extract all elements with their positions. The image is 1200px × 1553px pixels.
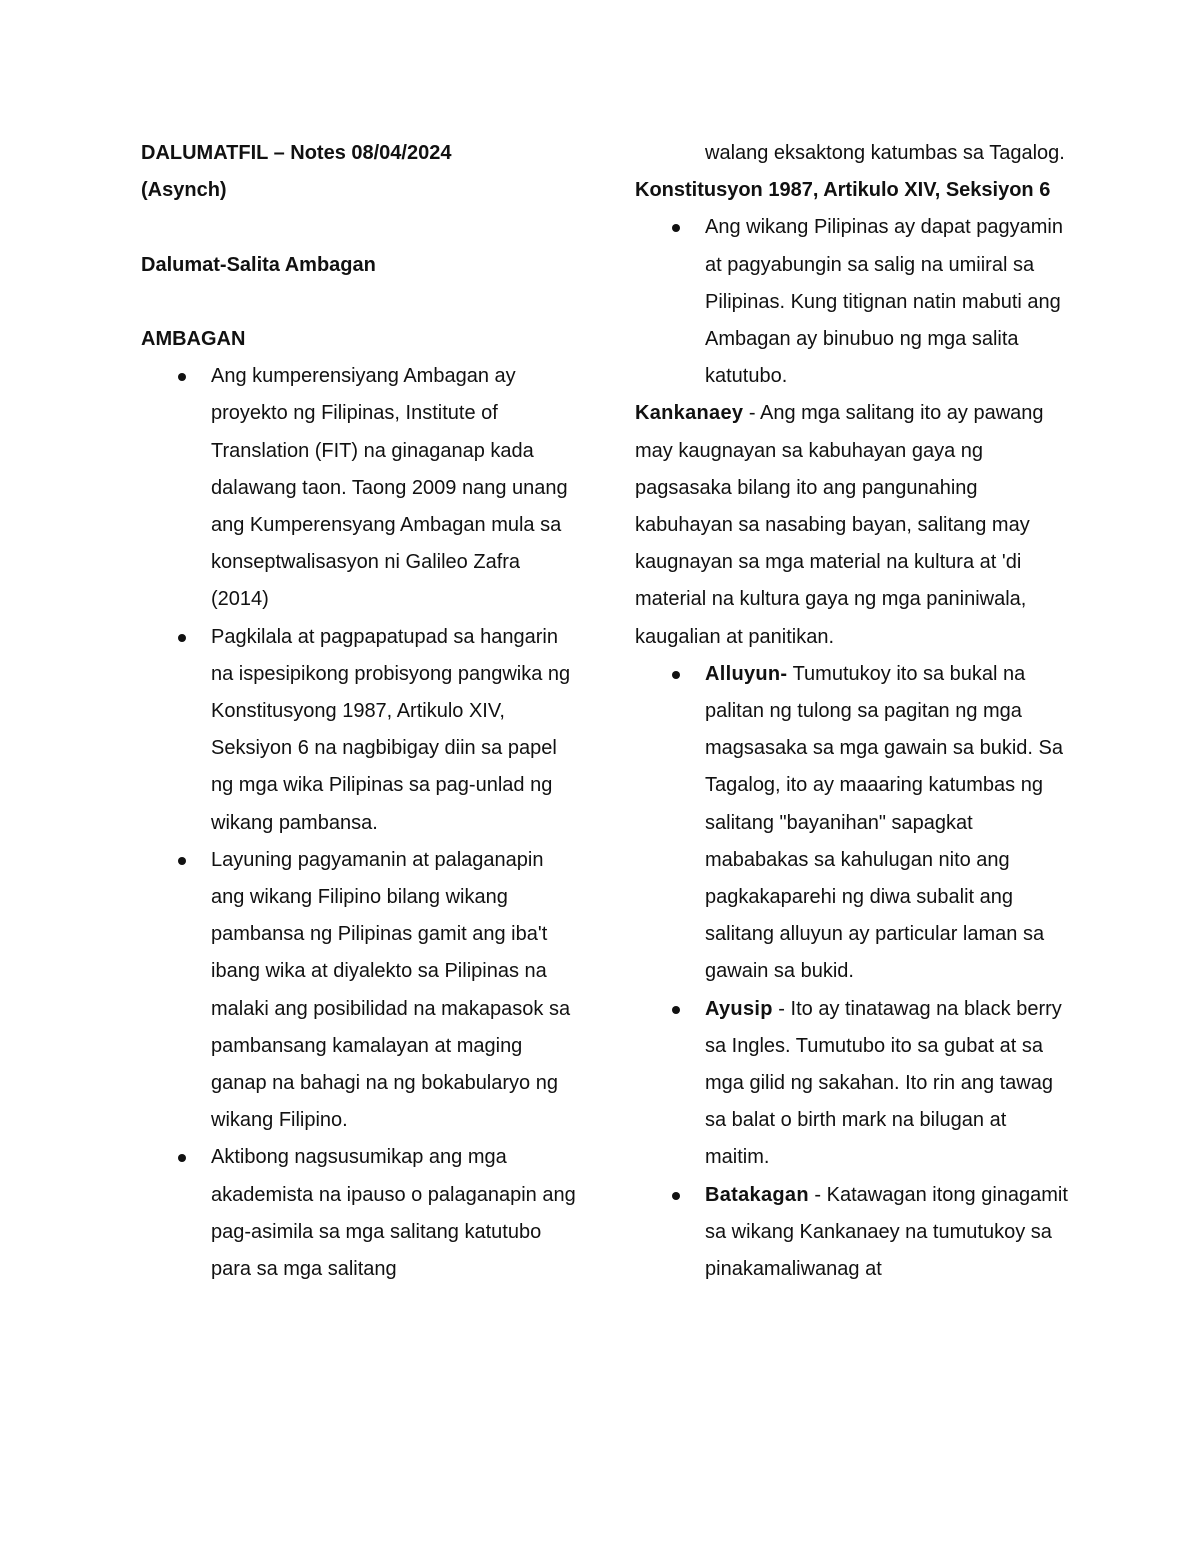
document-subtitle: (Asynch) — [141, 179, 227, 202]
list-item — [635, 656, 1075, 991]
list-item — [141, 358, 581, 618]
term-label: Batakagan — [705, 1183, 809, 1206]
list-item — [635, 991, 1075, 1177]
term-definition: - Ito ay tinatawag na black berry sa Ingles. Tumutubo ito sa gubat at sa mga gilid ng sakahan. Ito rin ang tawag sa balat o birth mark na bilugan at maitim. — [705, 997, 1062, 1169]
list-item-text: Ang wikang Pilipinas ay dapat pagyamin at pagyabungin sa salig na umiiral sa Pilipinas. Kung titignan natin mabuti ang Ambagan ay binubuo ng mga salita katutubo. — [705, 216, 1063, 388]
list-item — [635, 1177, 1075, 1289]
bullet-icon — [178, 634, 186, 642]
list-item-text: Layuning pagyamanin at palaganapin ang wikang Filipino bilang wikang pambansa ng Pilipinas gamit ang iba't ibang wika at diyalekto sa Pilipinas na malaki ang posibilidad na makapasok sa pambansang kamalayan at maging ganap na bahagi na ng bokabularyo ng wikang Filipino. — [211, 848, 571, 1132]
ambagan-heading: AMBAGAN — [141, 327, 246, 350]
spacer — [141, 209, 581, 246]
term-label: Alluyun- — [705, 662, 788, 685]
right-column — [635, 135, 1075, 1288]
bullet-icon — [178, 857, 186, 865]
list-item — [635, 209, 1075, 395]
bullet-icon — [178, 373, 186, 381]
bullet-icon — [672, 224, 680, 232]
term-definition: Tumutukoy ito sa bukal na palitan ng tulong sa pagitan ng mga magsasaka sa mga gawain sa bukid. Sa Tagalog, ito ay maaaring katumbas ng salitang "bayanihan" sapagkat mababakas sa kahulugan nito ang pagkakaparehi ng diwa subalit ang salitang alluyun ay particular laman sa gawain sa bukid. — [705, 662, 1063, 983]
term-definition: - Katawagan itong ginagamit sa wikang Kankanaey na tumutukoy sa pinakamaliwanag at — [705, 1183, 1068, 1281]
terms-bullet-list — [635, 656, 1075, 1288]
list-item-text: Ang kumperensiyang Ambagan ay proyekto ng Filipinas, Institute of Translation (FIT) na ginaganap kada dalawang taon. Taong 2009 nang unang ang Kumperensyang Ambagan mula sa konseptwalisasyon ni Galileo Zafra (2014) — [211, 365, 568, 611]
bullet-icon — [672, 1192, 680, 1200]
list-item-text: Aktibong nagsusumikap ang mga akademista na ipauso o palaganapin ang pag-asimila sa mga salitang katutubo para sa mga salitang — [211, 1146, 576, 1281]
left-column — [141, 135, 581, 1288]
bullet-icon — [672, 671, 680, 679]
konstitusyon-bullet-list — [635, 209, 1075, 395]
term-label: Ayusip — [705, 997, 773, 1020]
document-title: DALUMATFIL – Notes 08/04/2024 — [141, 142, 452, 164]
section-title: Dalumat-Salita Ambagan — [141, 253, 376, 276]
continued-text: walang eksaktong katumbas sa Tagalog. — [705, 142, 1065, 164]
spacer — [141, 284, 581, 321]
list-item — [141, 619, 581, 842]
list-item-text: Pagkilala at pagpapatupad sa hangarin na ispesipikong probisyong pangwika ng Konstitusyong 1987, Artikulo XIV, Seksiyon 6 na nagbibigay diin sa papel ng mga wika Pilipinas sa pag-unlad ng wikang pambansa. — [211, 625, 571, 834]
list-item — [141, 1139, 581, 1288]
ambagan-bullet-list — [141, 358, 581, 1288]
kankanaey-term: Kankanaey — [635, 402, 744, 425]
kankanaey-paragraph — [635, 395, 1075, 655]
kankanaey-text: - Ang mga salitang ito ay pawang may kaugnayan sa kabuhayan gaya ng pagsasaka bilang ito ang pangunahing kabuhayan sa nasabing bayan, salitang may kaugnayan sa mga material na kultura at 'di material na kultura gaya ng mga paniniwala, kaugalian at panitikan. — [635, 402, 1044, 648]
konstitusyon-heading: Konstitusyon 1987, Artikulo XIV, Seksiyon 6 — [635, 179, 1051, 202]
bullet-icon — [178, 1154, 186, 1162]
bullet-icon — [672, 1006, 680, 1014]
list-item — [141, 842, 581, 1140]
